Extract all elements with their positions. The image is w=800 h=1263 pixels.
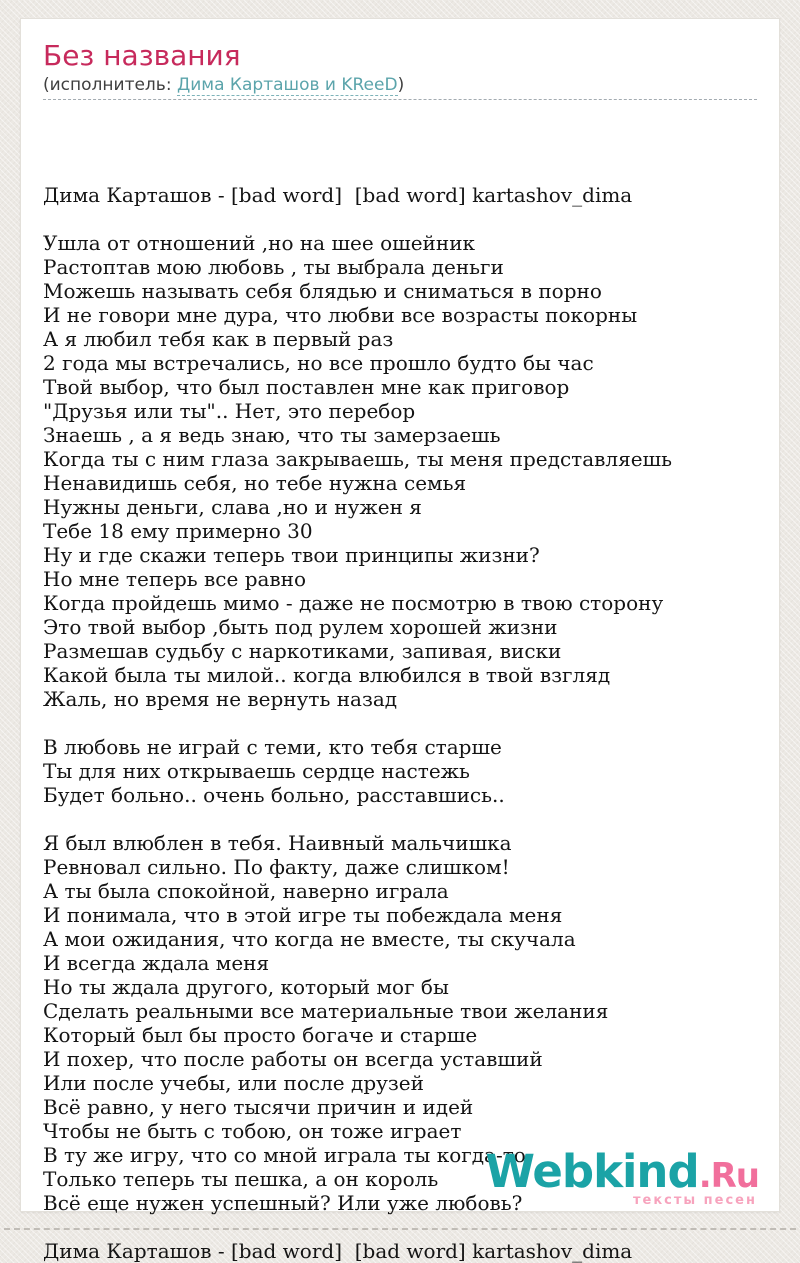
lyric-line (43, 807, 757, 831)
lyric-line: Я был влюблен в тебя. Наивный мальчишка (43, 831, 512, 856)
lyric-line: И понимала, что в этой игре ты побеждала меня (43, 903, 563, 928)
lyric-line: Когда ты с ним глаза закрываешь, ты меня представляешь (43, 447, 673, 472)
lyrics-block (43, 111, 757, 1263)
lyric-line: "Друзья или ты".. Нет, это перебор (43, 399, 416, 424)
lyric-line: Когда пройдешь мимо - даже не посмотрю в твою сторону (43, 591, 664, 616)
lyric-line: А ты была спокойной, наверно играла (43, 879, 449, 904)
lyric-line: 2 года мы встречались, но все прошло будто бы час (43, 351, 594, 376)
artist-link[interactable]: Дима Карташов и KReeD (176, 74, 398, 95)
lyric-line: Ненавидишь себя, но тебе нужна семья (43, 471, 467, 496)
lyric-line: Который был бы просто богаче и старше (43, 1023, 478, 1048)
artist-suffix-text: ) (397, 74, 405, 95)
song-header (43, 41, 757, 100)
lyric-line (43, 207, 757, 231)
page-title: Без названия (43, 39, 241, 72)
lyric-line: И всегда ждала меня (43, 951, 270, 976)
artist-line (43, 75, 757, 96)
webkind-logo-wordmark (485, 1145, 759, 1198)
lyric-line: Всё еще нужен успешный? Или уже любовь? (43, 1191, 523, 1216)
lyric-line: Тебе 18 ему примерно 30 (43, 519, 313, 544)
lyric-line: И не говори мне дура, что любви все возрасты покорны (43, 303, 638, 328)
lyric-line: В ту же игру, что со мной играла ты когда-то (43, 1143, 526, 1168)
lyric-line: А мои ожидания, что когда не вместе, ты скучала (43, 927, 576, 952)
lyric-line: Будет больно.. очень больно, расставшись.. (43, 783, 505, 808)
content-card (20, 18, 780, 1263)
lyric-line: Или после учебы, или после друзей (43, 1071, 424, 1096)
lyric-line: Всё равно, у него тысячи причин и идей (43, 1095, 474, 1120)
lyric-line: Это твой выбор ,быть под рулем хорошей жизни (43, 615, 558, 640)
lyric-line: Растоптав мою любовь , ты выбрала деньги (43, 255, 504, 280)
lyric-line: Чтобы не быть с тобою, он тоже играет (43, 1119, 462, 1144)
lyric-line: А я любил тебя как в первый раз (43, 327, 394, 352)
lyric-line: Ты для них открываешь сердце настежь (43, 759, 470, 784)
lyric-line: Дима Карташов - [bad word] [bad word] kartashov_dima (43, 183, 633, 208)
lyric-line: Твой выбор, что был поставлен мне как приговор (43, 375, 570, 400)
lyric-line: Дима Карташов - [bad word] [bad word] kartashov_dima (43, 1239, 633, 1263)
lyric-line: И похер, что после работы он всегда уставший (43, 1047, 543, 1072)
lyric-line: Жаль, но время не вернуть назад (43, 687, 398, 712)
page-bottom-divider (4, 1228, 796, 1230)
lyric-line: Ну и где скажи теперь твои принципы жизни? (43, 543, 540, 568)
artist-prefix-text: (исполнитель: (43, 74, 177, 95)
lyric-line: В любовь не играй с теми, кто тебя старше (43, 735, 502, 760)
lyric-line: Только теперь ты пешка, а он король (43, 1167, 439, 1192)
lyric-line: Но мне теперь все равно (43, 567, 307, 592)
lyric-line: Знаешь , а я ведь знаю, что ты замерзаешь (43, 423, 501, 448)
lyric-line: Сделать реальными все материальные твои желания (43, 999, 609, 1024)
webkind-logo-tagline: тексты песен (632, 1193, 757, 1208)
lyric-line (43, 711, 757, 735)
lyric-line: Размешав судьбу с наркотиками, запивая, виски (43, 639, 562, 664)
lyric-line: Нужны деньги, слава ,но и нужен я (43, 495, 422, 520)
lyric-line: Ревновал сильно. По факту, даже слишком! (43, 855, 510, 880)
lyric-line: Но ты ждала другого, который мог бы (43, 975, 449, 1000)
lyric-line: Какой была ты милой.. когда влюбился в твой взгляд (43, 663, 611, 688)
webkind-logo-brand-text: Webkind (485, 1145, 699, 1198)
lyric-line: Можешь называть себя блядью и сниматься в порно (43, 279, 602, 304)
webkind-logo-tld-text: .Ru (698, 1156, 759, 1196)
webkind-logo[interactable] (485, 1145, 759, 1208)
lyric-line: Ушла от отношений ,но на шее ошейник (43, 231, 476, 256)
